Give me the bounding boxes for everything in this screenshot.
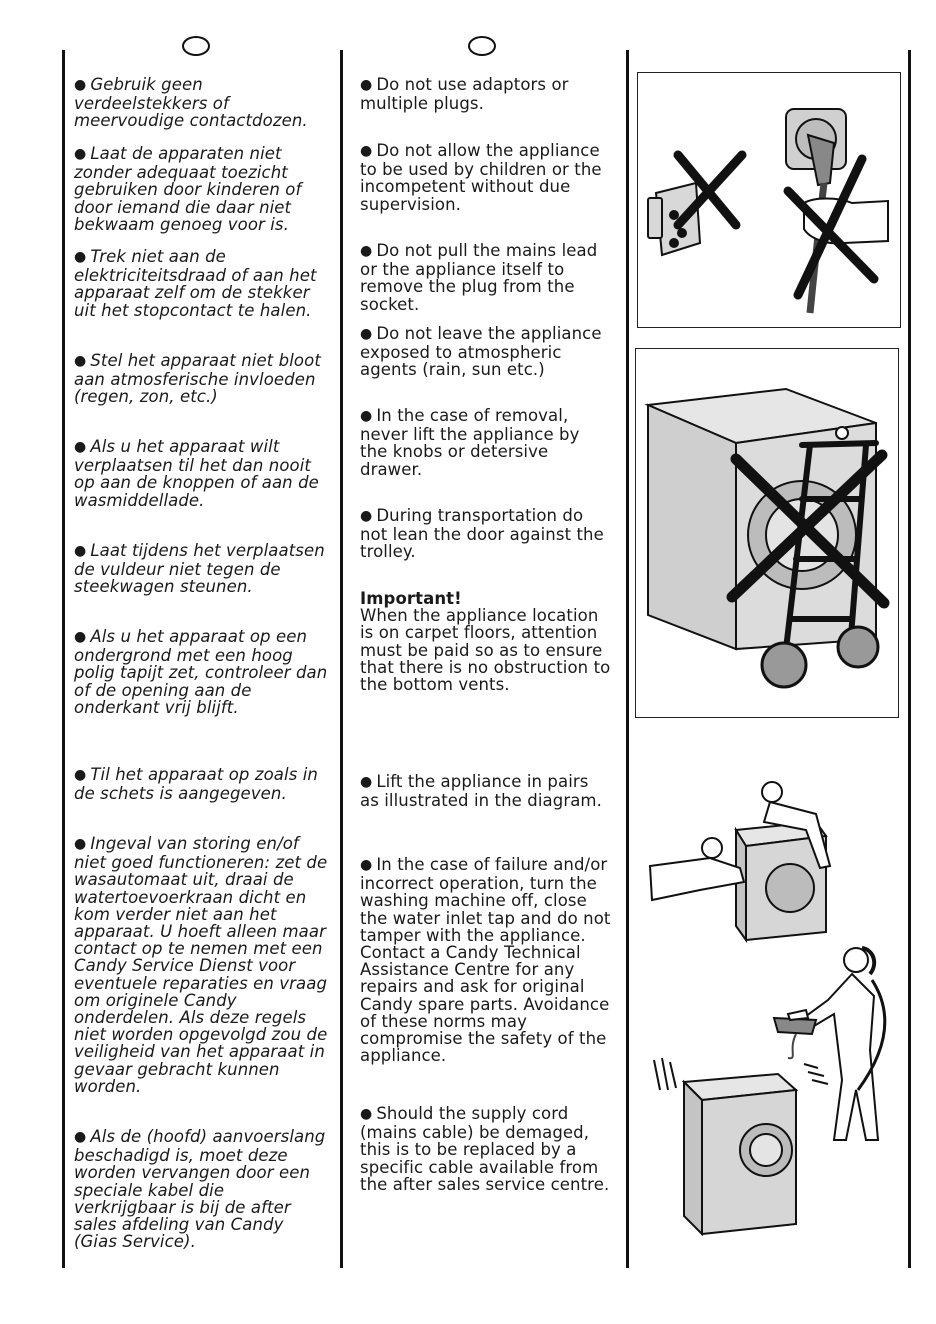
nl-instruction: ● Laat tijdens het verplaatsen de vuldeur niet tegen de steekwagen steunen. (74, 542, 330, 596)
figure-trolley-warning (635, 348, 899, 718)
nl-instruction: ● Als u het apparaat wilt verplaatsen til het dan nooit op aan de knoppen of aan de wasmiddellade. (74, 438, 330, 509)
wall-socket-icon (786, 109, 846, 185)
washing-machine-icon (684, 1074, 796, 1234)
column-rule-left (62, 50, 65, 1268)
important-note (360, 590, 612, 693)
important-body: When the appliance location is on carpet floors, attention must be paid so as to ensure that there is no obstruction to the bottom vents. (360, 606, 611, 695)
column-rule-middle-2 (626, 50, 629, 1268)
en-instruction: ● Should the supply cord (mains cable) be demaged, this is to be replaced by a specific cable available from the after sales service centre. (360, 1105, 612, 1193)
trolley-warning-illustration (636, 349, 900, 719)
nl-instruction: ● Stel het apparaat niet bloot aan atmosferische invloeden (regen, zon, etc.) (74, 352, 330, 406)
important-heading: Important! (360, 589, 462, 608)
figure-plug-warnings (637, 72, 901, 328)
en-instruction: ● Lift the appliance in pairs as illustrated in the diagram. (360, 773, 612, 809)
column-rule-right (908, 50, 911, 1268)
cable-icon (788, 1034, 796, 1058)
column-rule-middle-1 (340, 50, 343, 1268)
en-instruction: ● During transportation do not lean the door against the trolley. (360, 507, 612, 561)
nl-instruction: ● Laat de apparaten niet zonder adequaat toezicht gebruiken door kinderen of door iemand die daar niet bekwaam genoeg voor is. (74, 145, 330, 233)
language-marker-en (468, 36, 496, 56)
adaptor-plug-icon (648, 183, 700, 255)
en-instruction: ● In the case of failure and/or incorrect operation, turn the washing machine off, close the water inlet tap and do not tamper with the appliance. Contact a Candy Technical Assistance Centre for any repairs and ask for original Candy spare parts. Avoidance of these norms may compromise the safety of the appliance. (360, 856, 612, 1064)
nl-instruction: ● Als de (hoofd) aanvoerslang beschadigd is, moet deze worden vervangen door een speciale kabel die verkrijgbaar is bij de after sales afdeling van Candy (Gias Service). (74, 1128, 330, 1250)
en-instruction: ● In the case of removal, never lift the appliance by the knobs or detersive drawer. (360, 407, 612, 478)
plug-warning-illustration (638, 73, 902, 329)
person-on-phone-icon (798, 948, 878, 1140)
en-instruction: ● Do not leave the appliance exposed to atmospheric agents (rain, sun etc.) (360, 325, 612, 379)
nl-instruction: ● Trek niet aan de elektriciteitsdraad of aan het apparaat zelf om de stekker uit het stopcontact te halen. (74, 248, 330, 319)
en-instruction: ● Do not pull the mains lead or the appliance itself to remove the plug from the socket. (360, 242, 612, 313)
en-instruction: ● Do not use adaptors or multiple plugs. (360, 76, 612, 112)
nl-instruction: ● Til het apparaat op zoals in de schets is aangegeven. (74, 766, 330, 802)
language-marker-nl (182, 36, 210, 56)
nl-instruction: ● Gebruik geen verdeelstekkers of meervoudige contactdozen. (74, 76, 330, 130)
lifting-in-pairs-illustration (640, 770, 902, 950)
en-instruction: ● Do not allow the appliance to be used by children or the incompetent without due supervision. (360, 142, 612, 213)
washing-machine-icon (648, 389, 876, 649)
nl-instruction: ● Als u het apparaat op een ondergrond met een hoog polig tapijt zet, controleer dan of de opening aan de onderkant vrij blijft. (74, 628, 330, 716)
nl-instruction: ● Ingeval van storing en/of niet goed functioneren: zet de wasautomaat uit, draai de watertoevoerkraan dicht en kom verder niet aan het apparaat. U hoeft alleen maar contact op te nemen met een Candy Service Dienst voor eventuele reparaties en vraag om originele Candy onderdelen. Als deze regels niet worden opgevolgd zou de veiligheid van het apparaat in gevaar gebracht kunnen worden. (74, 835, 330, 1095)
failure-call-service-illustration (648, 940, 908, 1240)
